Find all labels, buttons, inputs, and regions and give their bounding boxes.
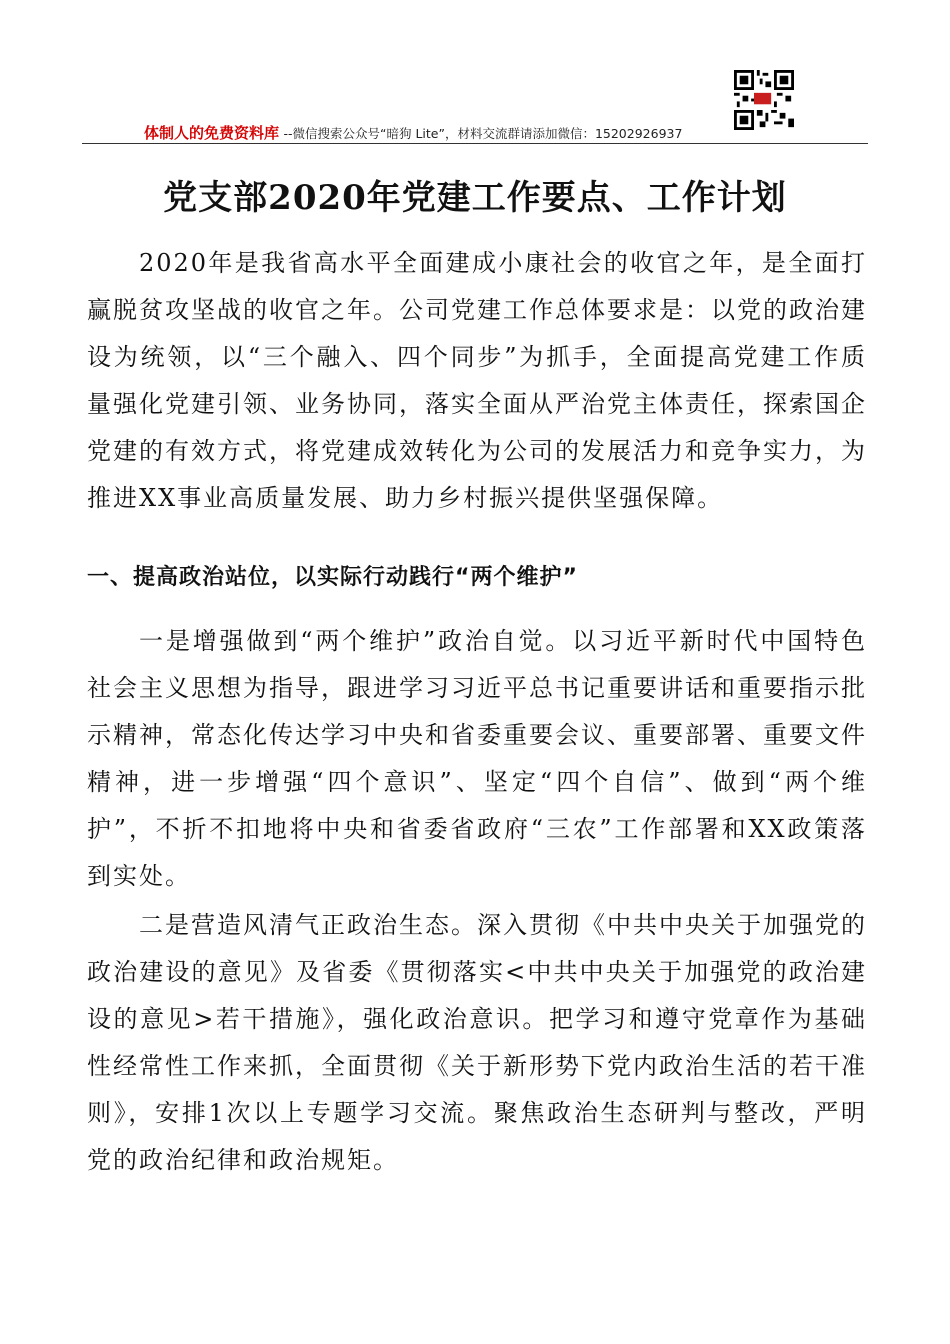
section-heading: 一、提高政治站位，以实际行动践行“两个维护” [87, 565, 578, 590]
intro-paragraph: 2020年是我省高水平全面建成小康社会的收官之年，是全面打赢脱贫攻坚战的收官之年。公司党建工作总体要求是：以党的政治建设为统领，以“三个融入、四个同步”为抓手，全面提高党建工作质量强化党建引领、业务协同，落实全面从严治党主体责任，探索国企党建的有效方式，将党建成效转化为公司的发展活力和竞争实力，为推进XX事业高质量发展、助力乡村振兴提供坚强保障。 [87, 249, 867, 512]
qr-code-icon [734, 70, 794, 130]
section-paragraph-2: 二是营造风清气正政治生态。深入贯彻《中共中央关于加强党的政治建设的意见》及省委《贯彻落实<中共中央关于加强党的政治建设的意见>若干措施》，强化政治意识。把学习和遵守党章作为基础性经常性工作来抓，全面贯彻《关于新形势下党内政治生活的若干准则》，安排1次以上专题学习交流。聚焦政治生态研判与整改，严明党的政治纪律和政治规矩。 [87, 911, 867, 1174]
section-paragraph-1: 一是增强做到“两个维护”政治自觉。以习近平新时代中国特色社会主义思想为指导，跟进学习习近平总书记重要讲话和重要指示批示精神，常态化传达学习中央和省委重要会议、重要部署、重要文件精神，进一步增强“四个意识”、坚定“四个自信”、做到“两个维护”，不折不扣地将中央和省委省政府“三农”工作部署和XX政策落到实处。 [87, 627, 867, 890]
tagline-text: --微信搜索公众号“暗狗 Lite”，材料交流群请添加微信：15202926937 [283, 126, 683, 141]
header-divider [82, 143, 868, 144]
brand-text: 体制人的免费资料库 [144, 124, 280, 142]
header-banner [144, 122, 682, 143]
page-header [82, 70, 868, 146]
page-title: 党支部2020年党建工作要点、工作计划 [163, 178, 787, 218]
